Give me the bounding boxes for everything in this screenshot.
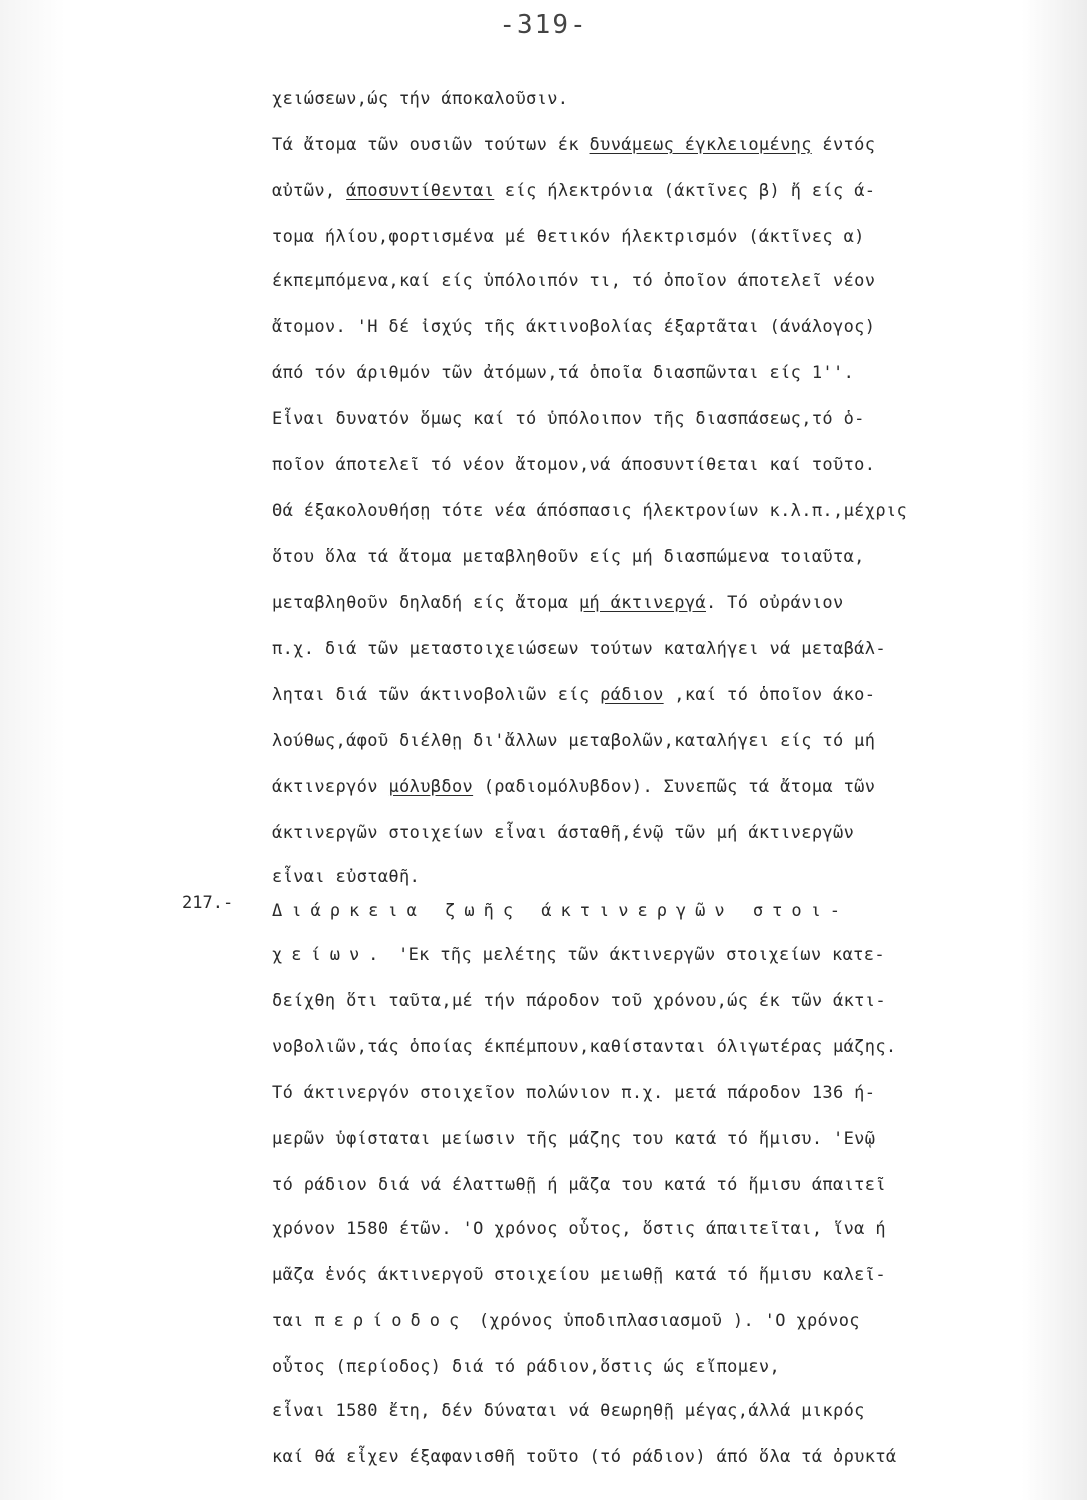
page-number: -319- (499, 10, 588, 40)
text-span: οὗτος (περίοδος) διά τό ράδιον,ὅστις ώς εἴπομεν, (272, 1357, 781, 1377)
spaced-heading-text: Διάρκεια ζωῆς άκτινεργῶν στοι- (272, 901, 850, 921)
text-line (272, 900, 1052, 922)
text-span: 'Εκ τῆς μελέτης τῶν άκτινεργῶν στοιχείων κατε- (387, 945, 885, 965)
text-span: νοβολιῶν,τάς ὁποίας έκπέμπουν,καθίστανται όλιγωτέρας μάζης. (272, 1037, 897, 1057)
text-line (272, 1174, 1052, 1196)
spaced-heading-text: χείων. (272, 945, 388, 965)
text-span: τομα ήλίου,φορτισμένα μέ θετικόν ήλεκτρισμόν (άκτῖνες α) (272, 227, 865, 247)
text-span: αὐτῶν, (272, 181, 347, 201)
text-line (272, 88, 1052, 110)
text-span: ὅτου ὅλα τά ἄτομα μεταβληθοῦν είς μή διασπώμενα τοιαῦτα, (272, 547, 865, 567)
text-line (272, 990, 1052, 1012)
text-line (272, 866, 1052, 888)
text-span: . Τό οὐράνιον (706, 593, 844, 613)
underlined-text: μή άκτινεργά (578, 593, 706, 613)
text-span: (ραδιομόλυβδον). Συνεπῶς τά ἄτομα τῶν (473, 777, 876, 797)
text-span: χρόνον 1580 έτῶν. 'Ο χρόνος οὗτος, ὅστις άπαιτεῖται, ἵνα ή (272, 1219, 886, 1239)
text-line (272, 546, 1052, 568)
text-line (272, 1036, 1052, 1058)
underlined-text: δυνάμεως έγκλειομένης (589, 135, 812, 155)
text-span: μεταβληθοῦν δηλαδή είς ἄτομα (272, 593, 579, 613)
text-span: ται (272, 1311, 315, 1331)
text-line (272, 500, 1052, 522)
text-line (272, 1356, 1052, 1378)
text-span: π.χ. διά τῶν μεταστοιχειώσεων τούτων καταλήγει νά μεταβάλ- (272, 639, 886, 659)
text-line (272, 134, 1052, 156)
text-line (272, 1082, 1052, 1104)
text-span: (χρόνος ὑποδιπλασιασμοῦ ). 'Ο χρόνος (468, 1311, 860, 1331)
text-line (272, 1446, 1052, 1468)
text-line (272, 408, 1052, 430)
text-line (272, 1264, 1052, 1286)
text-line (272, 270, 1052, 292)
section-number: 217.- (182, 893, 234, 913)
text-span: Εἶναι δυνατόν ὅμως καί τό ὑπόλοιπον τῆς διασπάσεως,τό ὁ- (272, 409, 865, 429)
text-span: Τό άκτινεργόν στοιχεῖον πολώνιον π.χ. μετά πάροδον 136 ή- (272, 1083, 876, 1103)
text-span: μᾶζα ἑνός άκτινεργοῦ στοιχείου μειωθῇ κατά τό ἥμισυ καλεῖ- (272, 1265, 886, 1285)
text-line (272, 730, 1052, 752)
text-span: εἶναι 1580 ἔτη, δέν δύναται νά θεωρηθῇ μέγας,άλλά μικρός (272, 1401, 865, 1421)
text-span: Τά ἄτομα τῶν ουσιῶν τούτων έκ (272, 135, 590, 155)
text-span: είς ήλεκτρόνια (άκτῖνες β) ἤ είς ά- (494, 181, 876, 201)
text-line (272, 1128, 1052, 1150)
text-line (272, 1218, 1052, 1240)
text-line (272, 822, 1052, 844)
text-span: ἄτομον. 'Η δέ ἰσχύς τῆς άκτινοβολίας έξαρτᾶται (άνάλογος) (272, 317, 876, 337)
text-span: εἶναι εὐσταθῆ. (272, 867, 421, 887)
text-line (272, 316, 1052, 338)
text-span: άκτινεργῶν στοιχείων εἶναι άσταθῆ,ένῷ τῶν μή άκτινεργῶν (272, 823, 855, 843)
text-line (272, 1400, 1052, 1422)
text-span: ποῖον άποτελεῖ τό νέον ἄτομον,νά άποσυντίθεται καί τοῦτο. (272, 455, 876, 475)
underlined-text: μόλυβδον (388, 777, 474, 797)
spaced-heading-text: περίοδος (314, 1311, 469, 1331)
text-line (272, 1310, 1052, 1332)
text-line (272, 944, 1052, 966)
text-span: άπό τόν άριθμόν τῶν ἀτόμων,τά ὁποῖα διασπῶνται είς 1''. (272, 363, 855, 383)
text-line (272, 226, 1052, 248)
text-span: ,καί τό ὁποῖον άκο- (663, 685, 876, 705)
underlined-text: ράδιον (600, 685, 664, 705)
text-line (272, 592, 1052, 614)
text-span: μερῶν ὑφίσταται μείωσιν τῆς μάζης του κατά τό ἥμισυ. 'Ενῷ (272, 1129, 876, 1149)
text-span: άκτινεργόν (272, 777, 389, 797)
text-span: καί θά εἶχεν έξαφανισθῆ τοῦτο (τό ράδιον) άπό ὅλα τά ὀρυκτά (272, 1447, 897, 1467)
text-line (272, 776, 1052, 798)
underlined-text: άποσυντίθενται (346, 181, 495, 201)
text-span: λούθως,άφοῦ διέλθῃ δι'ἄλλων μεταβολῶν,καταλήγει είς τό μή (272, 731, 876, 751)
text-line (272, 180, 1052, 202)
text-span: δείχθη ὅτι ταῦτα,μέ τήν πάροδον τοῦ χρόνου,ώς έκ τῶν άκτι- (272, 991, 886, 1011)
text-span: χειώσεων,ώς τήν άποκαλοῦσιν. (272, 89, 569, 109)
text-span: ληται διά τῶν άκτινοβολιῶν είς (272, 685, 601, 705)
text-span: έντός (811, 135, 876, 155)
text-line (272, 638, 1052, 660)
text-span: έκπεμπόμενα,καί είς ὑπόλοιπόν τι, τό ὁποῖον άποτελεῖ νέον (272, 271, 876, 291)
text-span: τό ράδιον διά νά έλαττωθῇ ή μᾶζα του κατά τό ἥμισυ άπαιτεῖ (272, 1175, 886, 1195)
text-line (272, 362, 1052, 384)
text-line (272, 684, 1052, 706)
text-line (272, 454, 1052, 476)
text-span: Θά έξακολουθήσῃ τότε νέα άπόσπασις ήλεκτρονίων κ.λ.π.,μέχρις (272, 501, 908, 521)
